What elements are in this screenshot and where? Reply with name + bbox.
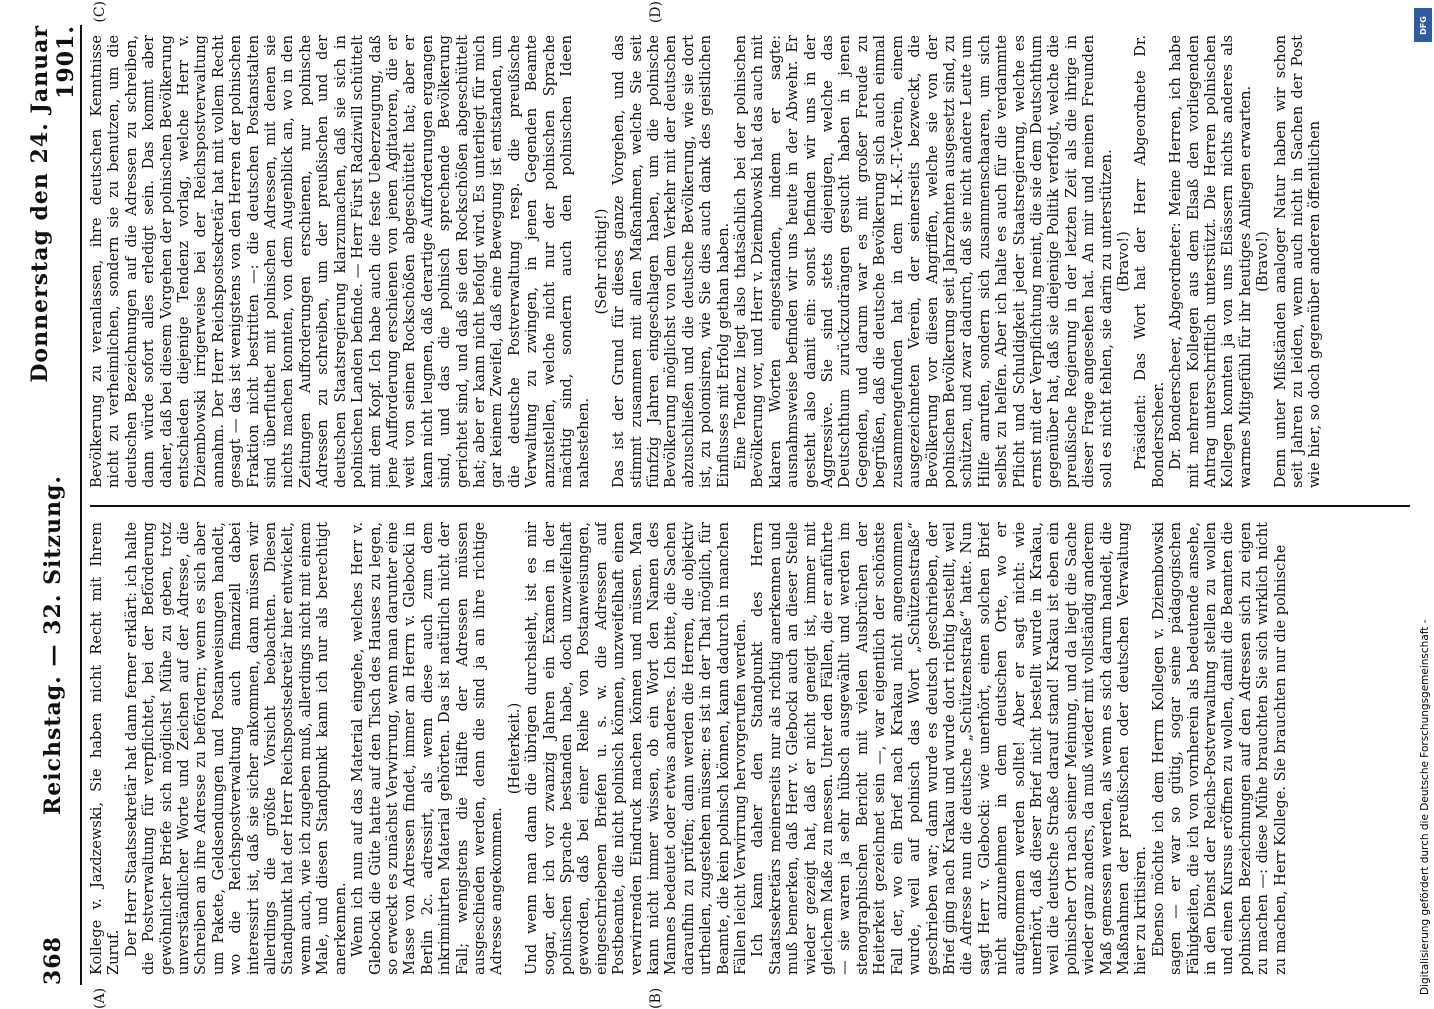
paragraph: Das ist der Grund für dieses ganze Vorgehen, und das stimmt zusammen mit allen Maßnahmen, welche Sie seit fünfzig Jahren eingeschlagen haben, um die polnische Bevölkerung möglichst von dem Verkehr mit der deutschen abzuschließen und die deutsche Bevölkerung, wie sie dort ist, zu polonisiren, wie Sie dies auch dank des geistlichen Einflusses mit Erfolg gethan haben. (610, 35, 732, 488)
interjection: (Sehr richtig!) (592, 208, 610, 315)
interjection: (Bravo!) (1254, 231, 1272, 292)
dfg-logo (1414, 8, 1432, 42)
digitization-note: Digitalisierung gefördert durch die Deutsche Forschungsgemeinschaft - (1419, 619, 1431, 995)
paragraph: Bevölkerung zu veranlassen, ihre deutschen Kenntnisse nicht zu verheimlichen, sondern sie zu benutzen, um die deutschen Bezeichnungen auf die Adressen zu schreiben, dann würde sofort alles erledigt sein. Das kommt aber daher, daß bei diesem Vorgehen der polnischen Bevölkerung entschieden diejenige Tendenz vorlag, welche Herr v. Dziembowski irrigerweise bei der Reichspostverwaltung annahm. Der Herr Reichspostsekretär hat mit vollem Recht gesagt — das ist wenigstens von den Herren der polnischen Fraktion nicht bestritten —: die deutschen Postanstalten sind überfluthet mit polnischen Adressen, mit denen sie nichts machen konnten, von dem Augenblick an, wo in den Zeitungen Aufforderungen erschienen, nur polnische Adressen zu schreiben, um der preußischen und der deutschen Staatsregierung klarzumachen, daß sie sich in polnischen Landen befinde. — Herr Fürst Radziwill schüttelt mit dem Kopf. Ich habe auch die feste Ueberzeugung, daß jene Aufforderung erschienen von jenen Agitatoren, die er weit von seinen Rockschößen abgeschüttelt hat; aber er kann nicht leugnen, daß derartige Aufforderungen ergangen sind, und das die polnisch sprechende Bevölkerung gerichtet sind, und daß sie den Rockschößen abgeschüttelt hat; aber er kann nicht befolgt wird. Es unterliegt für mich gar keinem Zweifel, daß eine Bewegung ist entstanden, um die deutsche Postverwaltung resp. die preußische Verwaltung zu zwingen, in jenen Gegenden Beamte anzustellen, welche nicht nur der polnischen Sprache mächtig sind, sondern auch den polnischen Ideen nahestehen. (88, 35, 593, 488)
interjection: (Heiterkeit.) (505, 702, 523, 795)
dfg-logo-text: DFG (1418, 15, 1428, 35)
header-rule (80, 25, 82, 985)
margin-mark-d: (D) (648, 1, 664, 24)
paragraph: Präsident: Das Wort hat der Herr Abgeordnete Dr. Bonderscheer. (1132, 35, 1167, 488)
paragraph: Ebenso möchte ich dem Herrn Kollegen v. Dziembowski sagen — er war so gütig, sogar seine pädagogischen Fähigkeiten, die ich von vornherein als bedeutende ansehe, in den Dienst der Reichs-Postverwaltung stellen zu wollen und einen Kursus eröffnen zu wollen, damit die Beamten die polnischen Bezeichnungen auf den Adressen sich zu eigen zu machen —: diese Mühe brauchten Sie sich wirklich nicht zu machen, Herr Kollege. Sie brauchten nur die polnische (1149, 522, 1289, 975)
margin-mark-a: (A) (92, 987, 108, 1009)
margin-mark-b: (B) (648, 987, 664, 1009)
text-columns (88, 35, 1400, 975)
right-column (88, 35, 1400, 488)
paragraph: Eine Tendenz liegt also thatsächlich bei der polnischen Bevölkerung vor, und Herr v. Dziembowski hat das auch mit klaren Worten eingestanden, indem er sagte: ausnahmsweise befinden wir uns heute in der Abwehr. Er gesteht also damit ein: sonst befinden wir uns in der Aggressive. Sie sind stets diejenigen, welche das Deutschthum zurückzudrängen gesucht haben in jenen Gegenden, und darum war es mit großer Freude zu begrüßen, daß die deutsche Bevölkerung sich auch einmal zusammengefunden hat in dem H.-K.-T.-Verein, einem ausgezeichneten Verein, der seinerseits bezweckt, die Bevölkerung vor diesen Angriffen, welche sie von der polnischen Bevölkerung seit Jahrzehnten ausgesetzt sind, zu schützen, und zwar dadurch, daß sie nicht andere Leute um Hilfe anrufen, sondern sich zusammenschaaren, um sich selbst zu helfen. Aber ich halte es auch für die verdammte Pflicht und Schuldigkeit jeder Staatsregierung, welche es ernst mit der Verpflichtung meint, die sie dem Deutschthum gegenüber hat, daß sie diejenige Politik verfolgt, welche die preußische Regierung in der letzten Zeit als die ihrige in dieser Frage angesehen hat. An mir und meinen Freunden soll es nicht fehlen, sie darin zu unterstützen. (732, 35, 1115, 488)
page-number: 368 (40, 936, 66, 985)
paragraph: Ich kann daher den Standpunkt des Herrn Staatssekretärs meinerseits nur als richtig anerkennen und muß bemerken, daß Herr v. Glebocki auch an dieser Stelle wieder gezeigt hat, daß er nicht geneigt ist, immer mit gleichem Maße zu messen. Unter den Fällen, die er anführte — sie waren ja sehr hübsch ausgewählt und werden im stenographischen Bericht mit vielen Ausbrüchen der Heiterkeit gezeichnet sein —, war eigentlich der schönste Fall der, wo ein Brief nach Krakau nicht angenommen wurde, weil auf polnisch das Wort „Schützenstraße“ geschrieben war; dann wurde es deutsch geschrieben, der Brief ging nach Krakau und wurde dort richtig bestellt, weil die Adresse nun die deutsche „Schützenstraße“ hatte. Nun sagt Herr v. Glebocki: wie unerhört, einen solchen Brief nicht anzunehmen in dem deutschen Orte, wo er aufgenommen werden sollte! Aber er sagt nicht: wie unerhört, daß dieser Brief nicht bestellt wurde in Krakau, weil die deutsche Straße darauf stand! Krakau ist eben ein polnischer Ort nach seiner Meinung, und da liegt die Sache wieder ganz anders, da muß wieder mit vollständig anderem Maß gemessen werden, als wenn es sich darum handelt, die Maßnahmen der preußischen oder deutschen Verwaltung hier zu kritisiren. (749, 522, 1150, 975)
session-date: Donnerstag den 24. Januar 1901. (27, 25, 79, 383)
paragraph: Dr. Bonderscheer, Abgeordneter: Meine Herren, ich habe mit mehreren Kollegen aus dem Elsaß den vorliegenden Antrag unterschriftlich unterstützt. Die Herren polnischen Kollegen konnten ja von uns Elsässern nichts anderes als warmes Mitgefühl für ihr heutiges Anliegen erwarten. (1167, 35, 1254, 488)
paragraph: Denn unter Mißständen analoger Natur haben wir schon seit Jahren zu leiden, wenn auch nicht in Sachen der Post wie hier, so doch gegenüber anderen öffentlichen (1271, 35, 1324, 488)
interjection: (Bravo!) (1114, 231, 1132, 292)
rotated-page (27, 1, 1410, 1009)
paragraph: Kollege v. Jazdzewski, Sie haben nicht Recht mit Ihrem Zuruf. (88, 522, 123, 975)
paragraph: Der Herr Staatssekretär hat dann ferner erklärt: ich halte die Postverwaltung für verpflichtet, bei der Beförderung gewöhnlicher Briefe sich möglichst Mühe zu geben, trotz unverständlicher Worte und Zeichen auf der Adresse, die Schreiben an ihre Adresse zu befördern; wenn es sich aber um Pakete, Geldsendungen und Postanweisungen handelt, wo die Reichspostverwaltung auch finanziell dabei interessirt ist, daß sie sicher ankommen, dann müssen wir allerdings die größte Vorsicht beobachten. Diesen Standpunkt hat der Herr Reichspostsekretär hier entwickelt, wenn auch, wie ich zugeben muß, allerdings nicht mit einem Male, und diesen Standpunkt kann ich nur als berechtigt anerkennen. (122, 522, 349, 975)
paragraph: Wenn ich nun auf das Material eingehe, welches Herr v. Glebocki die Güte hatte auf den Tisch des Hauses zu legen, so erweckt es zunächst Verwirrung, wenn man darunter eine Masse von Adressen findet, immer an Herrn v. Glebocki in Berlin 2c. adressirt, als wenn diese auch zum dem inkriminirten Material gehörten. Das ist natürlich nicht der Fall; wenigstens die Hälfte der Adressen müssen ausgeschieden werden, denn die sind ja an ihre richtige Adresse angekommen. (349, 522, 506, 975)
left-column (88, 522, 1400, 975)
paragraph: Und wenn man dann die übrigen durchsieht, ist es mir sogar, der ich vor zwanzig Jahren ein Examen in der polnischen Sprache bestanden habe, doch unzweifelhaft geworden, daß bei einer Reihe von Postanweisungen, eingeschriebenen Briefen u. s. w. die Adressen auf Postbeamte, die nicht polnisch können, unzweifelhaft einen verwirrenden Eindruck machen können und müssen. Man kann nicht immer wissen, ob ein Wort den Namen des Mannes bedeutet oder etwas anderes. Ich bitte, die Sachen daraufhin zu prüfen; dann werden die Herren, die objektiv urtheilen, zugestehen müssen: es ist in der That möglich, für Beamte, die kein polnisch können, kann dadurch in manchen Fällen leicht Verwirrung hervorgerufen werden. (523, 522, 750, 975)
margin-mark-c: (C) (92, 1, 108, 23)
session-title: Reichstag. — 32. Sitzung. (40, 474, 66, 816)
page-header (27, 25, 79, 985)
digitization-sidebar (1412, 0, 1434, 1000)
